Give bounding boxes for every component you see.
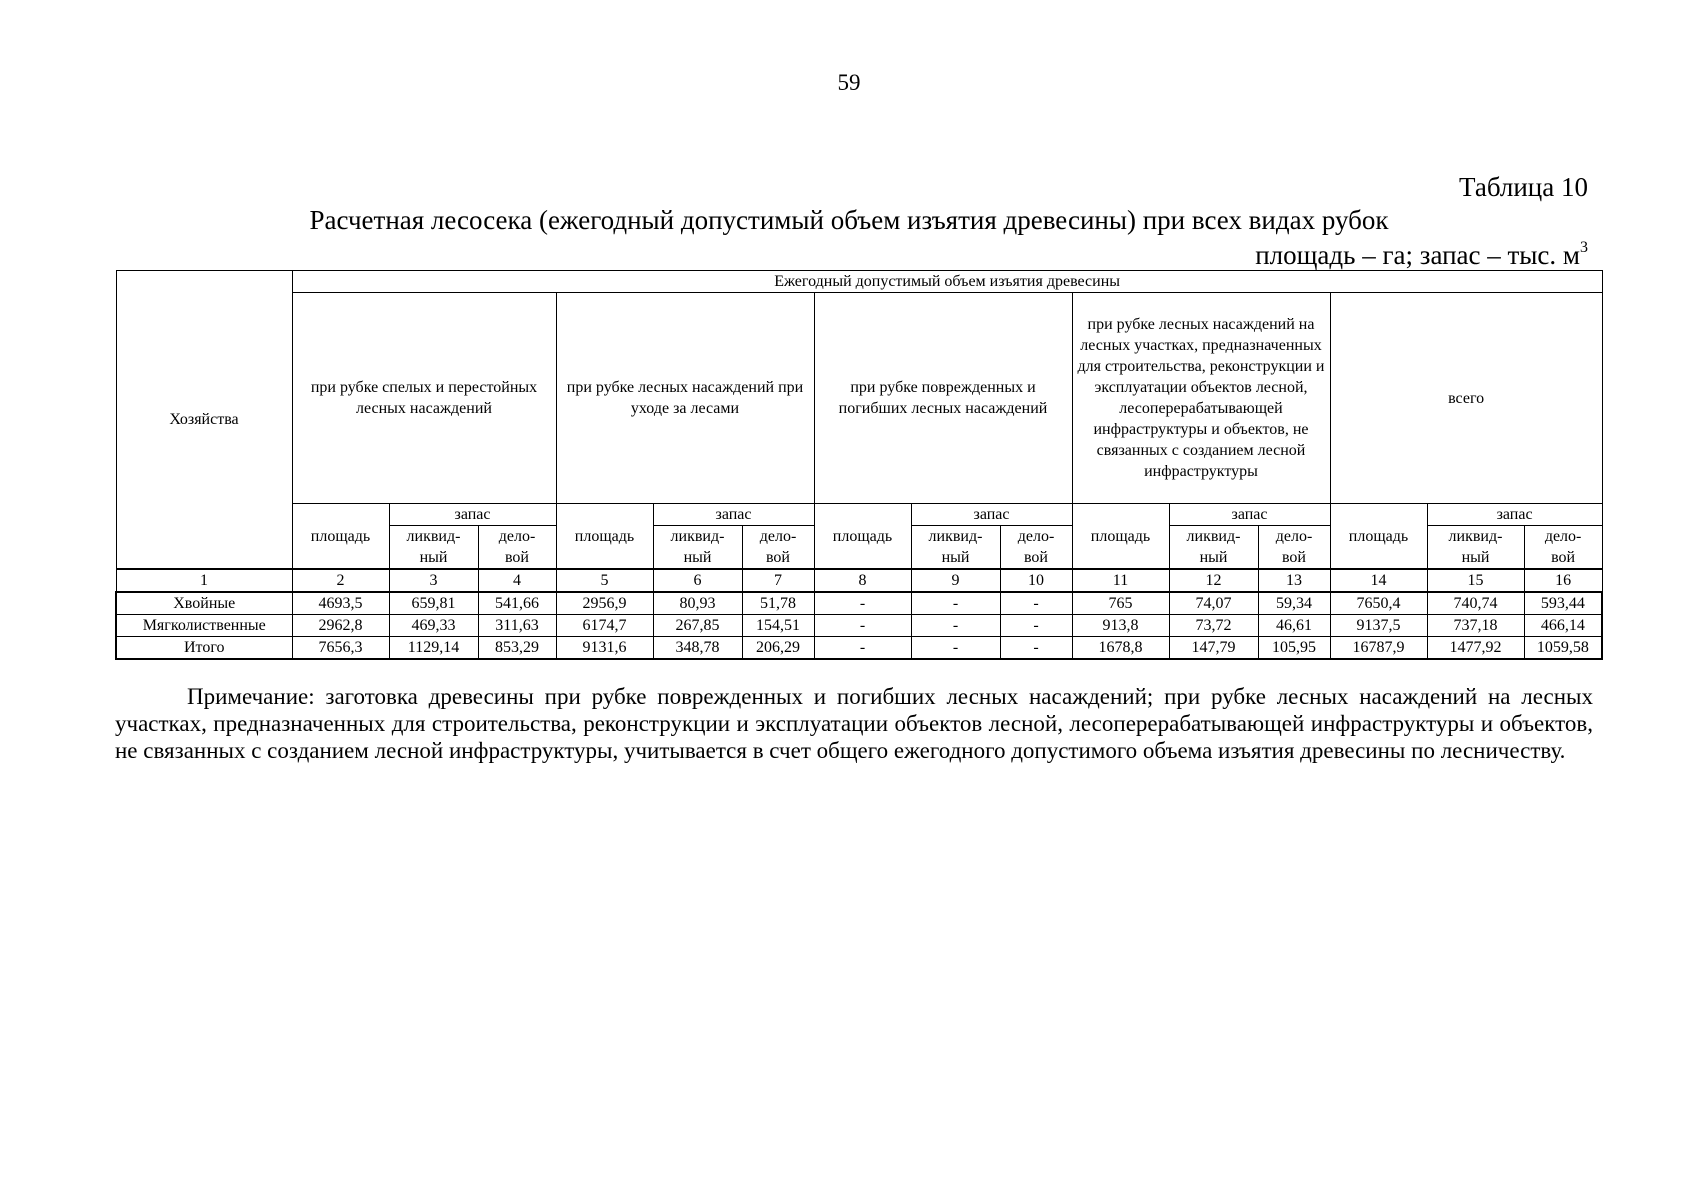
- table-cell: 541,66: [478, 592, 556, 615]
- table-cell: 2962,8: [292, 615, 389, 637]
- table-cell: 1059,58: [1524, 637, 1602, 660]
- header-area: площадь: [1072, 504, 1169, 570]
- table-header: [116, 271, 1602, 593]
- row-label: Хвойные: [116, 592, 292, 615]
- table-cell: 853,29: [478, 637, 556, 660]
- column-number: 9: [911, 569, 1000, 592]
- table-cell: 154,51: [742, 615, 814, 637]
- table-cell: -: [911, 637, 1000, 660]
- table-row-coniferous: [116, 592, 1602, 615]
- header-liquid: ликвид- ный: [911, 526, 1000, 570]
- column-number: 15: [1427, 569, 1524, 592]
- header-stock: запас: [1169, 504, 1330, 526]
- column-number: 16: [1524, 569, 1602, 592]
- header-group-mature: при рубке спелых и перестойных лесных насаждений: [292, 293, 556, 504]
- header-business: дело- вой: [478, 526, 556, 570]
- header-liquid: ликвид- ный: [653, 526, 742, 570]
- table-cell: -: [1000, 615, 1072, 637]
- table-note: Примечание: заготовка древесины при рубке поврежденных и погибших лесных насаждений; при рубке лесных насаждений на лесных участках, предназначенных для строительства, реконструкции и эксплуатации объектов лесной, лесоперерабатывающей инфраструктуры и объектов, не связанных с созданием лесной инфраструктуры, учитывается в счет общего ежегодного допустимого объема изъятия древесины по лесничеству.: [115, 684, 1593, 763]
- column-number: 14: [1330, 569, 1427, 592]
- table-cell: -: [1000, 637, 1072, 660]
- table-cell: 59,34: [1258, 592, 1330, 615]
- table-cell: 348,78: [653, 637, 742, 660]
- table-cell: 74,07: [1169, 592, 1258, 615]
- column-number: 8: [814, 569, 911, 592]
- table-cell: 1477,92: [1427, 637, 1524, 660]
- table-cell: 7650,4: [1330, 592, 1427, 615]
- column-number: 5: [556, 569, 653, 592]
- header-business: дело- вой: [742, 526, 814, 570]
- header-liquid: ликвид- ный: [1169, 526, 1258, 570]
- header-area: площадь: [292, 504, 389, 570]
- table-cell: 46,61: [1258, 615, 1330, 637]
- header-area: площадь: [814, 504, 911, 570]
- table-cell: -: [814, 637, 911, 660]
- table-cell: -: [911, 615, 1000, 637]
- table-cell: 659,81: [389, 592, 478, 615]
- header-area: площадь: [1330, 504, 1427, 570]
- header-area: площадь: [556, 504, 653, 570]
- column-number: 11: [1072, 569, 1169, 592]
- table-cell: 765: [1072, 592, 1169, 615]
- table-cell: 913,8: [1072, 615, 1169, 637]
- units-caption: [1255, 239, 1588, 271]
- column-number: 1: [116, 569, 292, 592]
- table-cell: 2956,9: [556, 592, 653, 615]
- table-cell: 7656,3: [292, 637, 389, 660]
- header-annual-volume: Ежегодный допустимый объем изъятия древесины: [292, 271, 1602, 293]
- table-cell: 737,18: [1427, 615, 1524, 637]
- column-number: 10: [1000, 569, 1072, 592]
- table-cell: 740,74: [1427, 592, 1524, 615]
- table-row-total: [116, 637, 1602, 660]
- row-label: Мягколиственные: [116, 615, 292, 637]
- table-cell: -: [814, 592, 911, 615]
- table-cell: -: [911, 592, 1000, 615]
- table-cell: 147,79: [1169, 637, 1258, 660]
- table-row-softwood: [116, 615, 1602, 637]
- table-body: [116, 592, 1602, 659]
- table-label: Таблица 10: [1459, 172, 1588, 202]
- header-liquid: ликвид- ный: [1427, 526, 1524, 570]
- header-business: дело- вой: [1000, 526, 1072, 570]
- column-number: 7: [742, 569, 814, 592]
- column-number: 13: [1258, 569, 1330, 592]
- table-cell: 9137,5: [1330, 615, 1427, 637]
- table-cell: 51,78: [742, 592, 814, 615]
- table-cell: 206,29: [742, 637, 814, 660]
- table-cell: 267,85: [653, 615, 742, 637]
- header-business: дело- вой: [1524, 526, 1602, 570]
- header-liquid: ликвид- ный: [389, 526, 478, 570]
- allowable-cut-table: [115, 270, 1603, 660]
- table-cell: 73,72: [1169, 615, 1258, 637]
- header-group-care: при рубке лесных насаждений при уходе за лесами: [556, 293, 814, 504]
- header-group-construction: при рубке лесных насаждений на лесных участках, предназначенных для строительства, реконструкции и эксплуатации объектов лесной, лесоперерабатывающей инфраструктуры и объектов, не связанных с созданием лесной инфраструктуры: [1072, 293, 1330, 504]
- table-cell: 105,95: [1258, 637, 1330, 660]
- header-farms: Хозяйства: [116, 271, 292, 570]
- table-cell: 1129,14: [389, 637, 478, 660]
- table-cell: 9131,6: [556, 637, 653, 660]
- table-cell: 593,44: [1524, 592, 1602, 615]
- table-cell: 311,63: [478, 615, 556, 637]
- header-stock: запас: [1427, 504, 1602, 526]
- column-number: 2: [292, 569, 389, 592]
- table-cell: 469,33: [389, 615, 478, 637]
- table-cell: -: [814, 615, 911, 637]
- header-group-total: всего: [1330, 293, 1602, 504]
- units-superscript: 3: [1580, 239, 1588, 256]
- table-cell: -: [1000, 592, 1072, 615]
- table-cell: 466,14: [1524, 615, 1602, 637]
- column-number-row: [116, 569, 1602, 592]
- header-group-damaged: при рубке поврежденных и погибших лесных насаждений: [814, 293, 1072, 504]
- units-text: площадь – га; запас – тыс. м: [1255, 240, 1580, 270]
- table-title: Расчетная лесосека (ежегодный допустимый объем изъятия древесины) при всех видах рубок: [309, 205, 1389, 235]
- table-cell: 4693,5: [292, 592, 389, 615]
- table-cell: 16787,9: [1330, 637, 1427, 660]
- page-number: 59: [837, 70, 861, 95]
- column-number: 3: [389, 569, 478, 592]
- header-stock: запас: [389, 504, 556, 526]
- table-cell: 80,93: [653, 592, 742, 615]
- column-number: 6: [653, 569, 742, 592]
- table-cell: 6174,7: [556, 615, 653, 637]
- header-stock: запас: [911, 504, 1072, 526]
- row-label: Итого: [116, 637, 292, 660]
- table-cell: 1678,8: [1072, 637, 1169, 660]
- column-number: 4: [478, 569, 556, 592]
- header-business: дело- вой: [1258, 526, 1330, 570]
- column-number: 12: [1169, 569, 1258, 592]
- header-stock: запас: [653, 504, 814, 526]
